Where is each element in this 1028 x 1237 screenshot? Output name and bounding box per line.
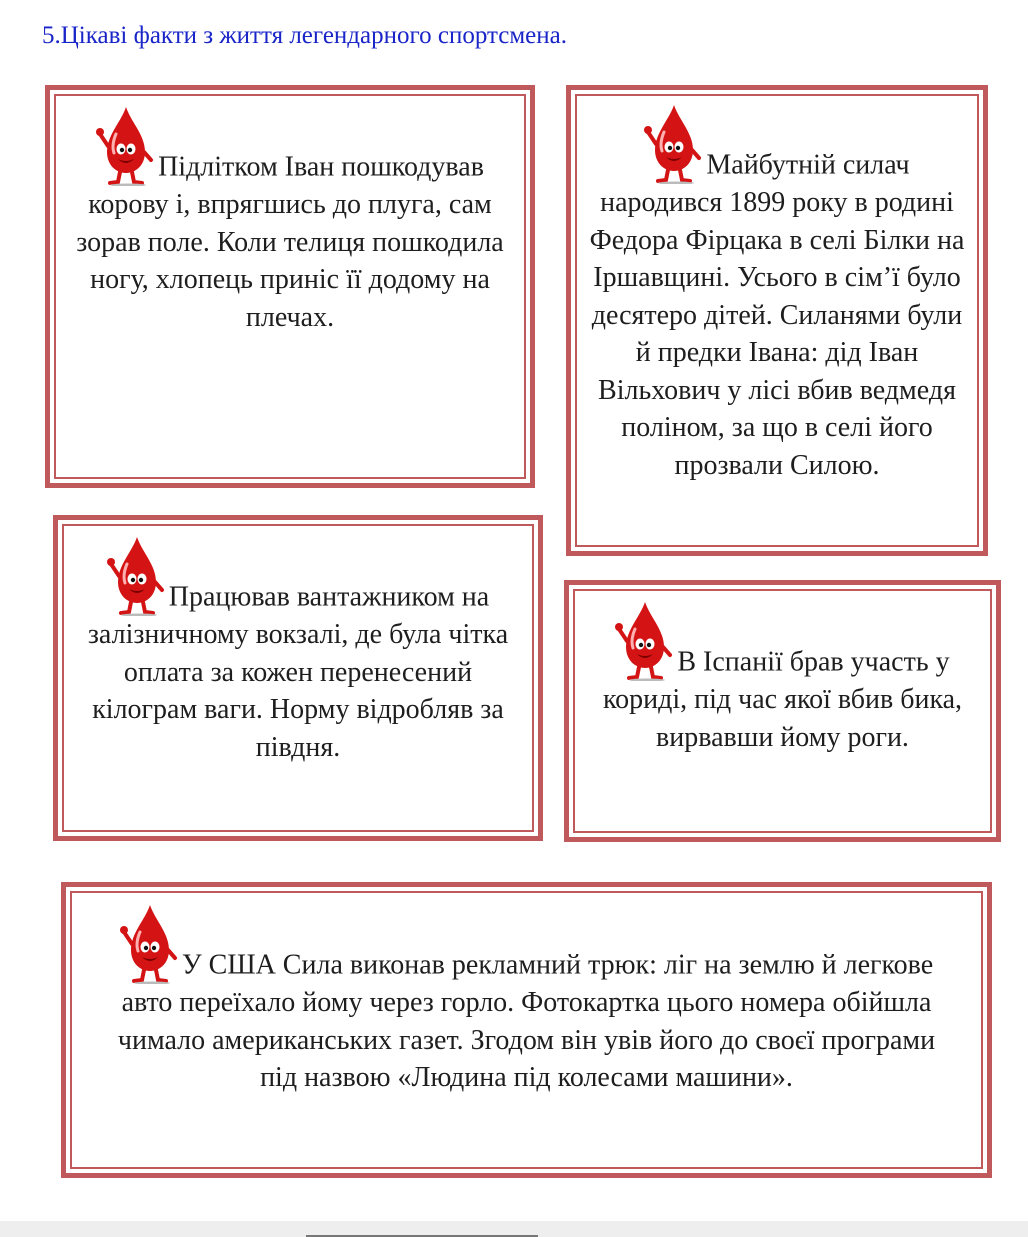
fact-text-1: Підлітком Іван пошкодував корову і, впрягшись до плуга, сам зорав поле. Коли телиця пошкодила ногу, хлопець приніс її додому на плечах. — [76, 151, 504, 333]
fact-card-5 — [61, 882, 992, 1178]
fact-text-3: Працював вантажником на залізничному вокзалі, де була чітка оплата за кожен перенесений кілограм ваги. Норму відробляв за півдня. — [87, 581, 509, 763]
fact-card-1 — [45, 85, 535, 488]
page-heading: 5.Цікаві факти з життя легендарного спортсмена. — [42, 22, 567, 49]
viewer-bottom-bar — [0, 1221, 1028, 1237]
blood-drop-mascot-icon — [615, 599, 673, 681]
fact-text-4: В Іспанії брав участь у кориді, під час якої вбив бика, вирвавши йому роги. — [602, 646, 963, 753]
blood-drop-mascot-icon — [120, 902, 178, 984]
fact-card-2 — [566, 85, 988, 556]
fact-text-2: Майбутній силач народився 1899 року в родині Федора Фірцака в селі Білки на Іршавщині. Усього в сім’ї було десятеро дітей. Силанями були й предки Івана: дід Іван Вільхович у лісі вбив ведмедя поліном, за що в селі його прозвали Силою. — [589, 149, 965, 481]
fact-card-4 — [564, 580, 1001, 842]
blood-drop-mascot-icon — [644, 102, 702, 184]
blood-drop-mascot-icon — [96, 104, 154, 186]
fact-text-5: У США Сила виконав рекламний трюк: ліг на землю й легкове авто переїхало йому через горло. Фотокартка цього номера обійшла чимало американських газет. Згодом він увів його до своєї програми під назвою «Людина під колесами машини». — [117, 949, 936, 1093]
blood-drop-mascot-icon — [107, 534, 165, 616]
fact-card-3 — [53, 515, 543, 841]
